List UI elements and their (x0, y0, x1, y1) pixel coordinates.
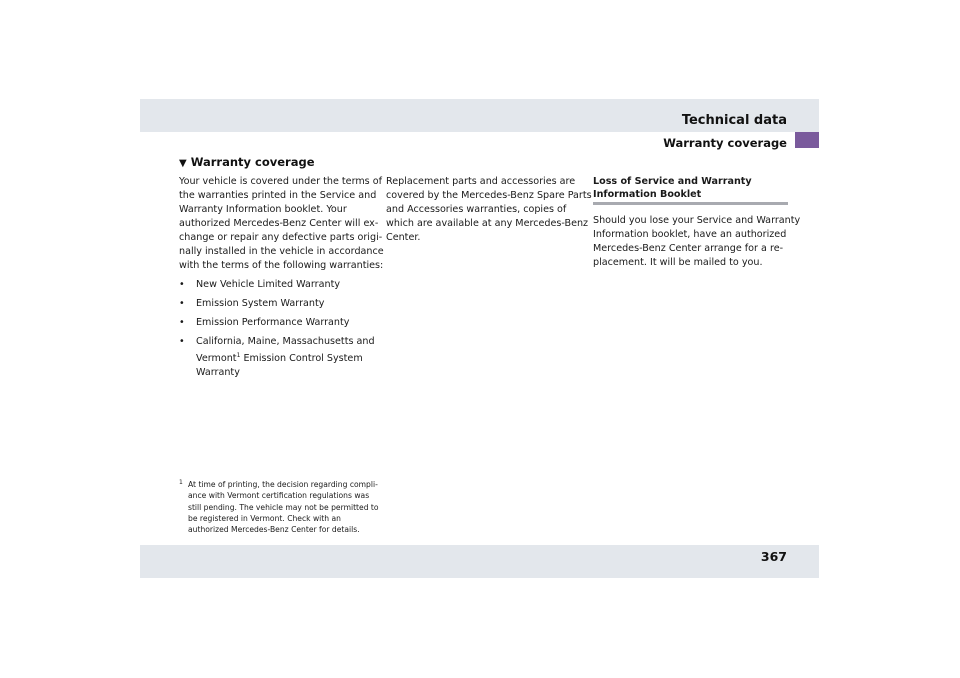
list-item (179, 335, 379, 380)
bullet-icon: • (179, 336, 185, 347)
text-line: Your vehicle is covered under the terms of (179, 176, 382, 187)
text-line: Information booklet, have an authorized (593, 229, 787, 240)
footnote-text (179, 479, 389, 535)
text-line: ance with Vermont certification regulations was (188, 491, 370, 501)
page-number: 367 (760, 549, 787, 564)
state-name: Vermont (196, 353, 237, 364)
bullet-icon: • (179, 279, 185, 290)
list-item-text (196, 349, 379, 366)
replacement-parts-paragraph (386, 175, 592, 245)
text-line: Mercedes-Benz Center arrange for a re- (593, 243, 784, 254)
text-line: Center. (386, 232, 421, 243)
list-item-text: California, Maine, Massachusetts and (196, 336, 375, 347)
text-line: and Accessories warranties, copies of (386, 204, 567, 215)
column-2 (386, 175, 592, 245)
list-item (179, 278, 379, 292)
text-line: placement. It will be mailed to you. (593, 257, 763, 268)
list-item-text: Emission Performance Warranty (196, 317, 350, 328)
footnote-marker: 1 (179, 479, 183, 486)
text-line: the warranties printed in the Service and (179, 190, 377, 201)
text-line: nally installed in the vehicle in accordance (179, 246, 384, 257)
text-line: be registered in Vermont. Check with an (188, 513, 341, 523)
heading-rule (593, 202, 788, 205)
heading-line: Loss of Service and Warranty (593, 176, 752, 187)
warranty-list (179, 278, 379, 380)
loss-booklet-paragraph (593, 214, 801, 270)
section-title: Technical data (681, 113, 787, 128)
list-item (179, 297, 379, 311)
text-line: Should you lose your Service and Warranty (593, 215, 801, 226)
column-1 (179, 175, 384, 385)
text-line: Replacement parts and accessories are (386, 176, 576, 187)
text-line: At time of printing, the decision regarding compli- (188, 480, 378, 489)
intro-paragraph (179, 175, 384, 273)
bullet-icon: • (179, 317, 185, 328)
list-item-text: Warranty (196, 367, 240, 378)
text-line: authorized Mercedes-Benz Center will ex- (179, 218, 379, 229)
column-3 (593, 175, 801, 270)
subsection-title: Warranty coverage (663, 136, 787, 150)
text-line: authorized Mercedes-Benz Center for details. (188, 525, 360, 535)
list-item-text: Emission System Warranty (196, 298, 325, 309)
text-line: still pending. The vehicle may not be permitted to (188, 502, 379, 512)
footnote (179, 479, 389, 535)
text-line: which are available at any Mercedes-Benz (386, 218, 589, 229)
loss-booklet-heading (593, 175, 789, 201)
text-line: with the terms of the following warranties: (179, 260, 384, 271)
text-line: Warranty Information booklet. Your (179, 204, 347, 215)
triangle-down-icon: ▼ (179, 158, 187, 169)
heading-line: Information Booklet (593, 189, 702, 200)
text-line: covered by the Mercedes-Benz Spare Parts (386, 190, 592, 201)
list-item-text: New Vehicle Limited Warranty (196, 279, 341, 290)
footer-band (140, 545, 819, 578)
list-item (179, 316, 379, 330)
bullet-icon: • (179, 298, 185, 309)
warranty-heading (179, 155, 315, 169)
warranty-heading-text: Warranty coverage (190, 155, 315, 169)
section-tab-marker (795, 132, 819, 148)
text-line: change or repair any defective parts origi- (179, 232, 383, 243)
list-item-text-cont: Emission Control System (240, 353, 363, 364)
footnote-ref: 1 (236, 352, 241, 359)
